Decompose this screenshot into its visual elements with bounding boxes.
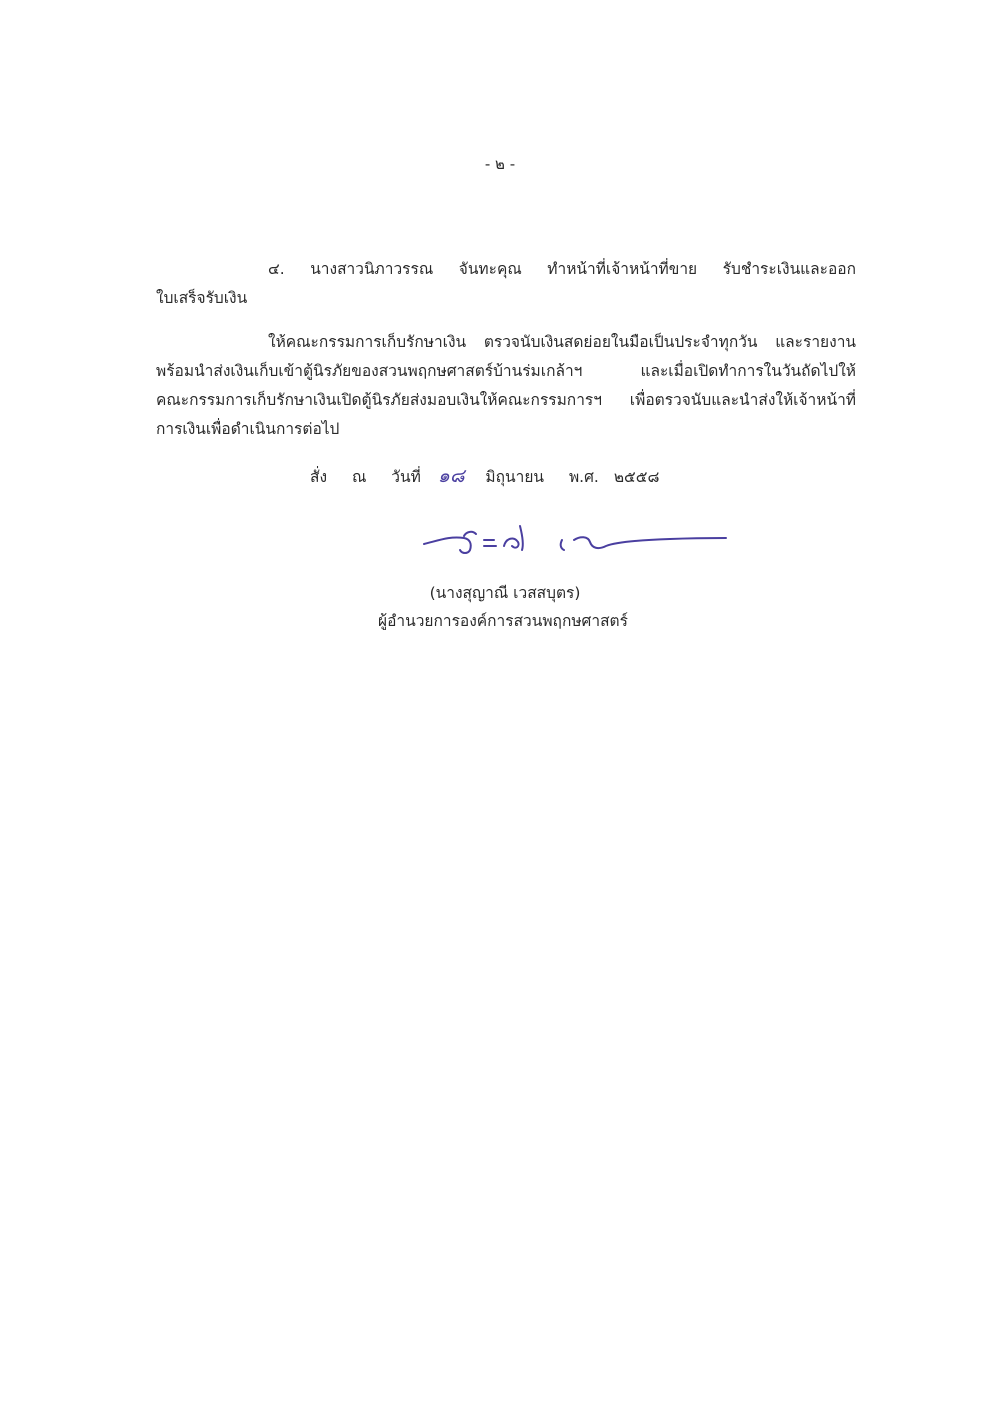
instruction-paragraph bbox=[156, 328, 856, 444]
handwritten-day: ๑๘ bbox=[437, 465, 465, 487]
instruction-line-3: คณะกรรมการเก็บรักษาเงินเปิดตู้นิรภัยส่งมอบเงินให้คณะกรรมการฯ เพื่อตรวจนับและนำส่งให้เจ้าหน้าที่ bbox=[156, 391, 856, 409]
signatory-title: ผู้อำนวยการองค์การสวนพฤกษศาสตร์ bbox=[378, 612, 628, 630]
instruction-line-1: ให้คณะกรรมการเก็บรักษาเงิน ตรวจนับเงินสดย่อยในมือเป็นประจำทุกวัน และรายงาน bbox=[268, 333, 856, 351]
handwritten-signature bbox=[420, 514, 740, 566]
era-text: พ.ศ. bbox=[568, 468, 599, 486]
item-4-line-2: ใบเสร็จรับเงิน bbox=[156, 289, 248, 307]
item-4-paragraph bbox=[156, 255, 856, 313]
year-text: ๒๕๕๘ bbox=[613, 468, 660, 486]
item-4-line-1: ๔. นางสาวนิภาวรรณ จันทะคุณ ทำหน้าที่เจ้าหน้าที่ขาย รับชำระเงินและออก bbox=[268, 260, 856, 278]
at-word: ณ bbox=[351, 468, 367, 486]
signatory-name: (นางสุญาณี เวสสบุตร) bbox=[429, 584, 581, 602]
order-word: สั่ง bbox=[310, 468, 328, 486]
month-text: มิถุนายน bbox=[485, 468, 545, 486]
page-number: - ๒ - bbox=[484, 155, 516, 173]
instruction-line-2: พร้อมนำส่งเงินเก็บเข้าตู้นิรภัยของสวนพฤกษศาสตร์บ้านร่มเกล้าฯ และเมื่อเปิดทำการในวันถัดไปให้ bbox=[156, 362, 856, 380]
date-word: วันที่ bbox=[391, 468, 421, 486]
instruction-line-4: การเงินเพื่อดำเนินการต่อไป bbox=[156, 420, 340, 438]
order-date-line bbox=[310, 462, 710, 492]
